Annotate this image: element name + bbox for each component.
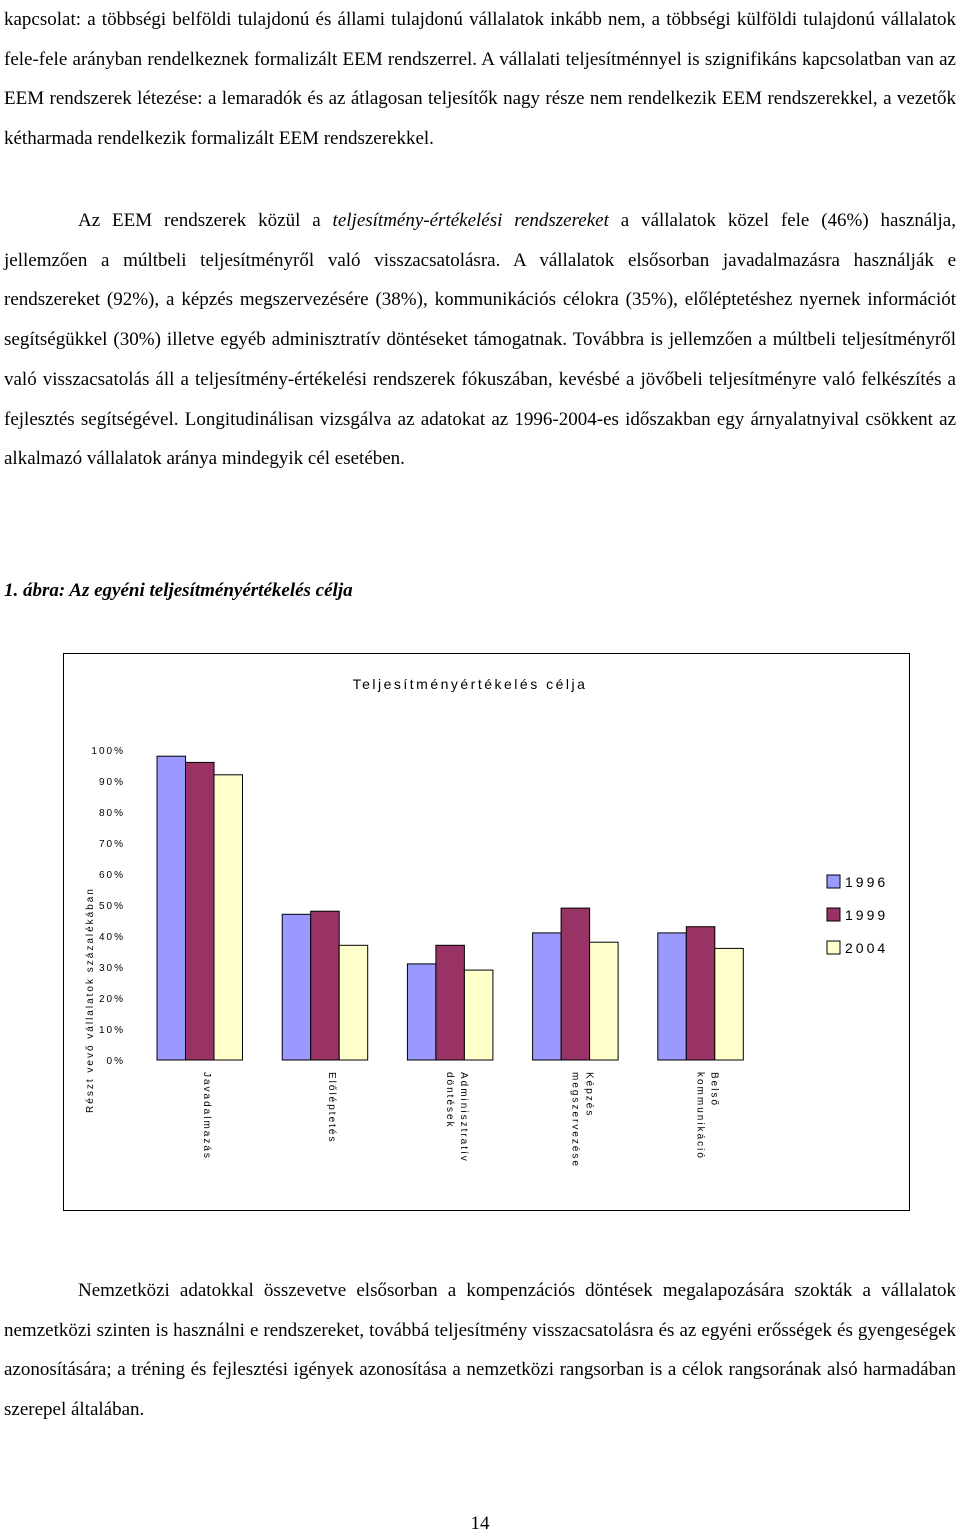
legend-label-1996: 1996 [845, 874, 889, 890]
bar-1996-3 [533, 933, 562, 1060]
paragraph-1: kapcsolat: a többségi belföldi tulajdonú és állami tulajdonú vállalatok inkább nem, a többségi külföldi tulajdonú vállalatok fele-fele arányban rendelkeznek formalizált EEM rendszerrel. A vállalati teljesítménnyel is szignifikáns kapcsolatban van az EEM rendszerek létezése: a lemaradók és az átlagosan teljesítők nagy része nem rendelkezik EEM rendszerekkel, a vezetők kétharmada rendelkezik formalizált EEM rendszerekkel. [4, 9, 956, 150]
category-label: Adminisztratív [458, 1072, 470, 1163]
y-tick-label: 80% [98, 808, 125, 819]
legend-label-2004: 2004 [845, 940, 889, 956]
bar-1996-4 [658, 933, 687, 1060]
category-label: megszervezése [569, 1072, 581, 1169]
paragraph-2-rest: a vállalatok közel fele (46%) használja, jellemzően a múltbeli teljesítményről való visszacsatolásra. A vállalatok elsősorban javadalmazásra használják e rendszereket (92%), a képzés megszervezésére (38%), kommunikációs célokra (35%), előléptetéshez nyernek információt segítségükkel (30%) illetve egyéb adminisztratív döntéseket támogatnak. Továbbra is jellemzően a múltbeli teljesítményről való visszacsatolás áll a teljesítmény-értékelési rendszerek fókuszában, kevésbé a jövőbeli teljesítményre való felkészítés a fejlesztés segítségével. Longitudinálisan vizsgálva az adatokat az 1996-2004-es időszakban egy árnyalatnyival csökkent az alkalmazó vállalatok aránya mindegyik cél esetében. [4, 210, 956, 470]
bar-1999-2 [436, 945, 465, 1060]
y-tick-label: 100% [91, 746, 125, 757]
y-tick-label: 0% [106, 1056, 125, 1067]
bar-1996-1 [282, 914, 311, 1060]
legend-swatch-1996 [827, 875, 840, 888]
paragraph-3: Nemzetközi adatokkal összevetve elsősorban a kompenzációs döntések megalapozására szokták a vállalatok nemzetközi szinten is használni e rendszereket, továbbá teljesítmény visszacsatolásra és az egyéni erősségek és gyengeségek azonosítására; a tréning és fejlesztési igények azonosítása a nemzetközi rangsorban is a célok rangsorának alsó harmadában szerepel általában. [4, 1280, 956, 1421]
bar-2004-3 [590, 942, 619, 1060]
paragraph-2-emphasis: teljesítmény-értékelési rendszereket [332, 210, 609, 231]
chart-title: Teljesítményértékelés célja [352, 676, 588, 692]
bar-2004-2 [464, 970, 493, 1060]
y-tick-label: 20% [98, 994, 125, 1005]
y-axis-label: Részt vevő vállalatok százalékában [85, 887, 96, 1113]
legend-label-1999: 1999 [845, 907, 889, 923]
category-label: Képzés [583, 1072, 595, 1118]
category-label: döntések [444, 1072, 456, 1129]
y-tick-label: 50% [98, 901, 125, 912]
y-tick-label: 10% [98, 1025, 125, 1036]
y-tick-label: 40% [98, 932, 125, 943]
bar-1996-2 [407, 964, 436, 1060]
category-label: kommunikáció [694, 1072, 706, 1160]
y-tick-label: 60% [98, 870, 125, 881]
y-tick-label: 70% [98, 839, 125, 850]
legend-swatch-2004 [827, 941, 840, 954]
bar-2004-1 [339, 945, 368, 1060]
legend-swatch-1999 [827, 908, 840, 921]
paragraph-2 [4, 201, 956, 479]
y-tick-label: 30% [98, 963, 125, 974]
bar-1999-0 [186, 762, 215, 1060]
page-number: 14 [470, 1513, 490, 1534]
figure-caption: 1. ábra: Az egyéni teljesítményértékelés célja [4, 580, 353, 601]
category-label: Javadalmazás [200, 1072, 212, 1160]
y-tick-label: 90% [98, 777, 125, 788]
paragraph-2-start: Az EEM rendszerek közül a [78, 210, 333, 231]
category-label: Előléptetés [325, 1072, 337, 1144]
bar-2004-0 [214, 775, 243, 1060]
bar-chart [64, 654, 911, 1212]
bar-2004-4 [715, 948, 744, 1060]
bar-1999-3 [561, 908, 590, 1060]
bar-1996-0 [157, 756, 186, 1060]
chart-frame [63, 653, 910, 1211]
bar-1999-1 [311, 911, 340, 1060]
category-label: Belső [708, 1072, 720, 1108]
bar-1999-4 [686, 927, 715, 1060]
